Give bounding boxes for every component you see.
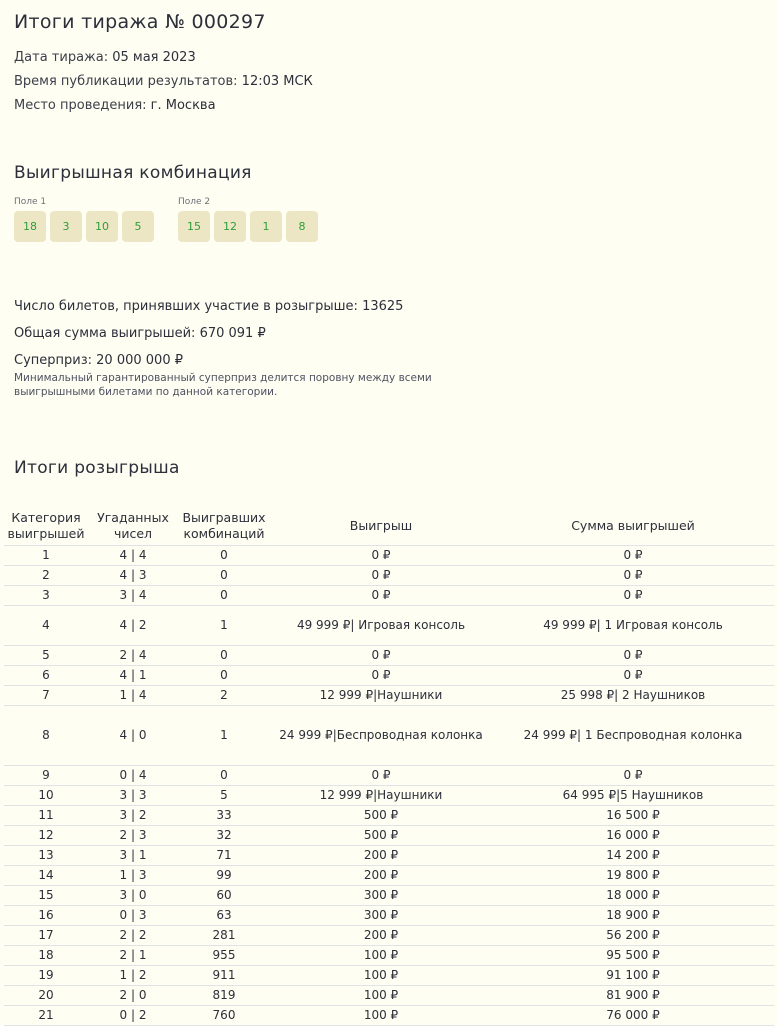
table-row: [4, 946, 774, 966]
guessed-cell: 4 | 2: [88, 606, 178, 646]
guessed-cell: 0 | 3: [88, 906, 178, 926]
table-row: [4, 866, 774, 886]
category-cell: 12: [4, 826, 88, 846]
superprize-value: 20 000 000 ₽: [96, 353, 183, 368]
guessed-cell: 3 | 1: [88, 846, 178, 866]
total-cell: 0 ₽: [492, 586, 774, 606]
guessed-cell: 3 | 0: [88, 886, 178, 906]
combinations-cell: 63: [178, 906, 270, 926]
combinations-cell: 71: [178, 846, 270, 866]
superprize-note: Минимальный гарантированный суперприз делится поровну между всеми выигрышными билетами по данной категории.: [14, 372, 432, 398]
winning-combination-title: Выигрышная комбинация: [14, 163, 252, 183]
category-cell: 8: [4, 706, 88, 766]
total-cell: 0 ₽: [492, 646, 774, 666]
total-winnings-value: 670 091 ₽: [199, 326, 266, 341]
table-row: [4, 646, 774, 666]
number-ball: 1: [250, 211, 282, 242]
draw-stats: [14, 299, 763, 399]
winning-combination: [14, 197, 763, 242]
tickets-count-label: Число билетов, принявших участие в розыгрыше:: [14, 299, 358, 314]
combinations-cell: 0: [178, 566, 270, 586]
combinations-cell: 5: [178, 786, 270, 806]
combinations-cell: 281: [178, 926, 270, 946]
prize-cell: 12 999 ₽|Наушники: [270, 786, 492, 806]
guessed-cell: 2 | 4: [88, 646, 178, 666]
category-cell: 13: [4, 846, 88, 866]
total-cell: 25 998 ₽| 2 Наушников: [492, 686, 774, 706]
prize-cell: 100 ₽: [270, 986, 492, 1006]
draw-location: [14, 98, 763, 114]
combinations-cell: 0: [178, 586, 270, 606]
page-title: Итоги тиража № 000297: [14, 11, 266, 33]
guessed-cell: 2 | 0: [88, 986, 178, 1006]
table-row: [4, 606, 774, 646]
combinations-cell: 99: [178, 866, 270, 886]
guessed-cell: 2 | 1: [88, 946, 178, 966]
table-row: [4, 906, 774, 926]
header-guessed: Угаданных чисел: [88, 507, 178, 546]
total-cell: 76 000 ₽: [492, 1006, 774, 1026]
field-1-balls: [14, 211, 158, 242]
guessed-cell: 0 | 4: [88, 766, 178, 786]
table-row: [4, 806, 774, 826]
prize-cell: 100 ₽: [270, 966, 492, 986]
header-category: Категория выигрышей: [4, 507, 88, 546]
header-total: Сумма выигрышей: [492, 507, 774, 546]
total-cell: 64 995 ₽|5 Наушников: [492, 786, 774, 806]
category-cell: 10: [4, 786, 88, 806]
table-row: [4, 686, 774, 706]
category-cell: 11: [4, 806, 88, 826]
combinations-cell: 1: [178, 606, 270, 646]
category-cell: 4: [4, 606, 88, 646]
total-winnings-label: Общая сумма выигрышей:: [14, 326, 196, 341]
table-row: [4, 926, 774, 946]
combinations-cell: 1: [178, 706, 270, 766]
guessed-cell: 4 | 1: [88, 666, 178, 686]
publication-time-label: Время публикации результатов:: [14, 74, 238, 89]
prize-cell: 300 ₽: [270, 886, 492, 906]
table-row: [4, 706, 774, 766]
prize-cell: 300 ₽: [270, 906, 492, 926]
prize-cell: 0 ₽: [270, 566, 492, 586]
draw-results-page: [0, 0, 777, 479]
draw-date: [14, 50, 763, 66]
combinations-cell: 955: [178, 946, 270, 966]
number-ball: 3: [50, 211, 82, 242]
total-cell: 19 800 ₽: [492, 866, 774, 886]
field-1-label: Поле 1: [14, 197, 47, 207]
prize-cell: 12 999 ₽|Наушники: [270, 686, 492, 706]
total-cell: 95 500 ₽: [492, 946, 774, 966]
table-row: [4, 826, 774, 846]
table-row: [4, 546, 774, 566]
tickets-count: [14, 299, 763, 315]
category-cell: 2: [4, 566, 88, 586]
combinations-cell: 819: [178, 986, 270, 1006]
category-cell: 3: [4, 586, 88, 606]
prize-cell: 500 ₽: [270, 826, 492, 846]
table-row: [4, 566, 774, 586]
guessed-cell: 0 | 2: [88, 1006, 178, 1026]
guessed-cell: 2 | 3: [88, 826, 178, 846]
draw-date-label: Дата тиража:: [14, 50, 109, 65]
guessed-cell: 3 | 4: [88, 586, 178, 606]
draw-date-value: 05 мая 2023: [112, 50, 196, 65]
category-cell: 15: [4, 886, 88, 906]
header-prize: Выигрыш: [270, 507, 492, 546]
prize-cell: 500 ₽: [270, 806, 492, 826]
table-row: [4, 966, 774, 986]
total-cell: 14 200 ₽: [492, 846, 774, 866]
total-winnings: [14, 326, 763, 342]
guessed-cell: 1 | 3: [88, 866, 178, 886]
prize-cell: 24 999 ₽|Беспроводная колонка: [270, 706, 492, 766]
superprize-label: Суперприз:: [14, 353, 93, 368]
superprize: [14, 353, 763, 369]
field-2-balls: [178, 211, 322, 242]
guessed-cell: 4 | 3: [88, 566, 178, 586]
header-combinations: Выигравших комбинаций: [178, 507, 270, 546]
publication-time-value: 12:03 МСК: [241, 74, 313, 89]
table-row: [4, 586, 774, 606]
number-ball: 8: [286, 211, 318, 242]
guessed-cell: 4 | 0: [88, 706, 178, 766]
number-ball: 18: [14, 211, 46, 242]
combinations-cell: 0: [178, 646, 270, 666]
number-ball: 5: [122, 211, 154, 242]
prize-cell: 100 ₽: [270, 1006, 492, 1026]
prize-cell: 0 ₽: [270, 546, 492, 566]
table-row: [4, 666, 774, 686]
table-row: [4, 886, 774, 906]
guessed-cell: 4 | 4: [88, 546, 178, 566]
combinations-cell: 2: [178, 686, 270, 706]
combinations-cell: 60: [178, 886, 270, 906]
number-ball: 10: [86, 211, 118, 242]
results-title: Итоги розыгрыша: [14, 458, 180, 478]
total-cell: 56 200 ₽: [492, 926, 774, 946]
combinations-cell: 760: [178, 1006, 270, 1026]
table-row: [4, 786, 774, 806]
prize-cell: 49 999 ₽| Игровая консоль: [270, 606, 492, 646]
total-cell: 0 ₽: [492, 566, 774, 586]
publication-time: [14, 74, 763, 90]
total-cell: 81 900 ₽: [492, 986, 774, 1006]
total-cell: 16 000 ₽: [492, 826, 774, 846]
total-cell: 0 ₽: [492, 666, 774, 686]
prize-cell: 0 ₽: [270, 666, 492, 686]
number-ball: 12: [214, 211, 246, 242]
category-cell: 16: [4, 906, 88, 926]
category-cell: 21: [4, 1006, 88, 1026]
combinations-cell: 33: [178, 806, 270, 826]
field-2-label: Поле 2: [178, 197, 211, 207]
total-cell: 18 900 ₽: [492, 906, 774, 926]
category-cell: 7: [4, 686, 88, 706]
total-cell: 49 999 ₽| 1 Игровая консоль: [492, 606, 774, 646]
total-cell: 0 ₽: [492, 766, 774, 786]
table-row: [4, 846, 774, 866]
results-header-row: [4, 507, 774, 546]
prize-cell: 200 ₽: [270, 866, 492, 886]
table-row: [4, 766, 774, 786]
combinations-cell: 0: [178, 766, 270, 786]
field-1: [14, 197, 158, 242]
guessed-cell: 2 | 2: [88, 926, 178, 946]
guessed-cell: 1 | 4: [88, 686, 178, 706]
guessed-cell: 1 | 2: [88, 966, 178, 986]
prize-cell: 0 ₽: [270, 586, 492, 606]
prize-cell: 200 ₽: [270, 846, 492, 866]
total-cell: 91 100 ₽: [492, 966, 774, 986]
combinations-cell: 32: [178, 826, 270, 846]
draw-location-label: Место проведения:: [14, 98, 147, 113]
results-table: [4, 507, 774, 1026]
combinations-cell: 0: [178, 666, 270, 686]
category-cell: 5: [4, 646, 88, 666]
tickets-count-value: 13625: [362, 299, 404, 314]
combinations-cell: 911: [178, 966, 270, 986]
number-ball: 15: [178, 211, 210, 242]
category-cell: 19: [4, 966, 88, 986]
prize-cell: 0 ₽: [270, 646, 492, 666]
category-cell: 17: [4, 926, 88, 946]
total-cell: 16 500 ₽: [492, 806, 774, 826]
category-cell: 6: [4, 666, 88, 686]
category-cell: 18: [4, 946, 88, 966]
guessed-cell: 3 | 2: [88, 806, 178, 826]
combinations-cell: 0: [178, 546, 270, 566]
total-cell: 0 ₽: [492, 546, 774, 566]
total-cell: 24 999 ₽| 1 Беспроводная колонка: [492, 706, 774, 766]
prize-cell: 100 ₽: [270, 946, 492, 966]
table-row: [4, 1006, 774, 1026]
table-row: [4, 986, 774, 1006]
draw-location-value: г. Москва: [150, 98, 216, 113]
prize-cell: 0 ₽: [270, 766, 492, 786]
category-cell: 1: [4, 546, 88, 566]
total-cell: 18 000 ₽: [492, 886, 774, 906]
category-cell: 14: [4, 866, 88, 886]
category-cell: 20: [4, 986, 88, 1006]
prize-cell: 200 ₽: [270, 926, 492, 946]
results-body: [4, 546, 774, 1026]
category-cell: 9: [4, 766, 88, 786]
field-2: [178, 197, 322, 242]
guessed-cell: 3 | 3: [88, 786, 178, 806]
